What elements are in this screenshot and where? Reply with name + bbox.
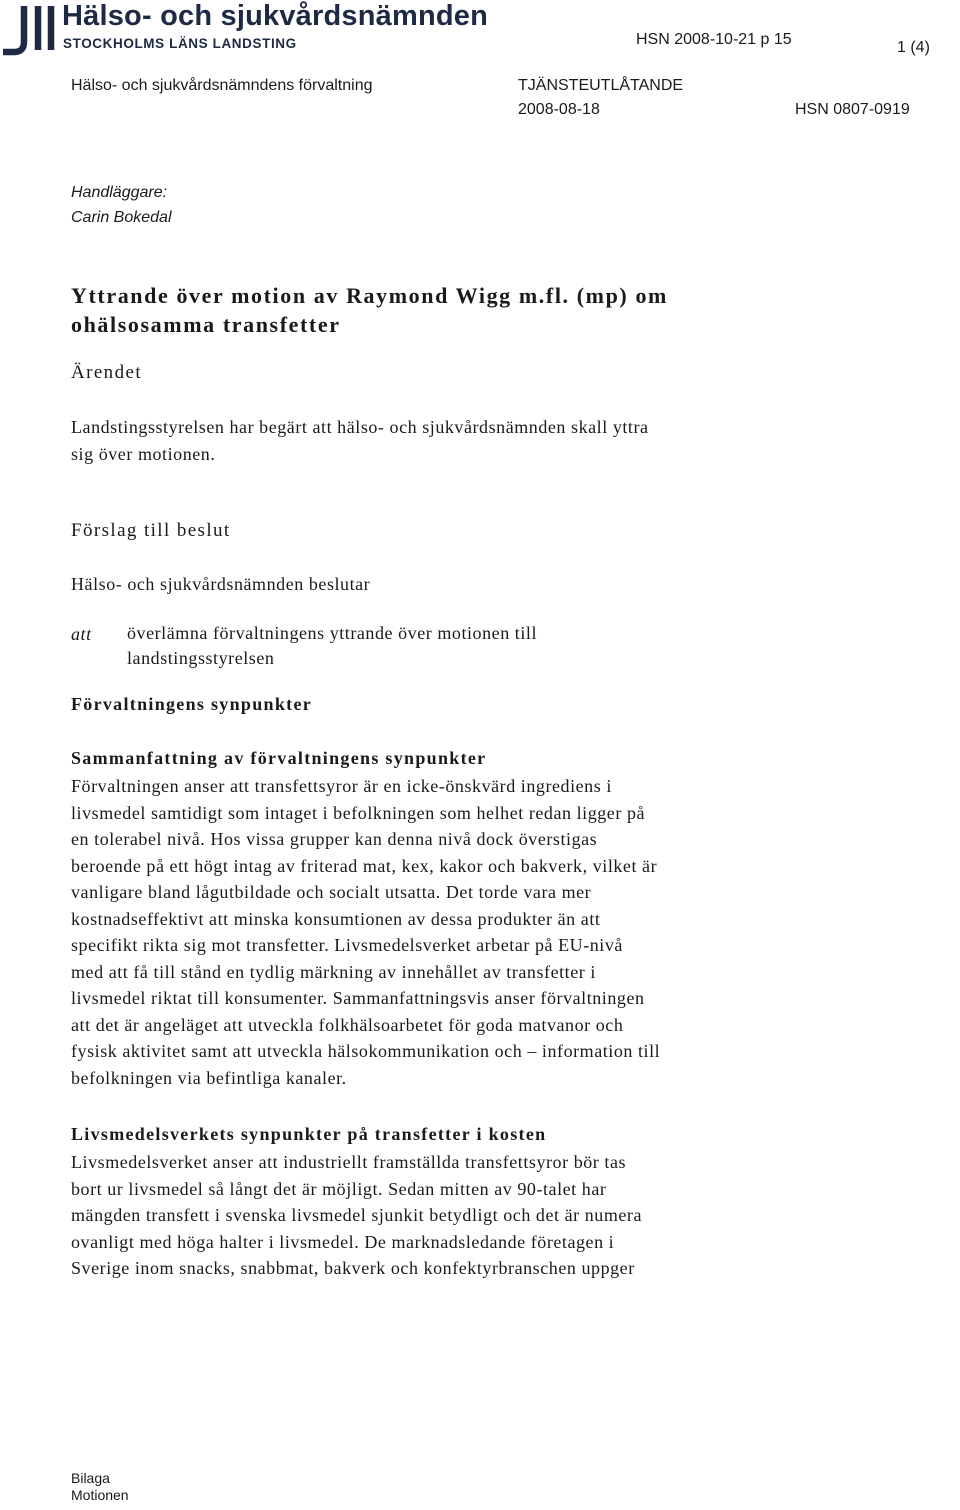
logo-title: Hälso- och sjukvårdsnämnden — [62, 0, 489, 32]
section-heading-synpunkter: Förvaltningens synpunkter — [71, 694, 313, 714]
summary-paragraph — [71, 773, 660, 1091]
subheading-livsmedelsverket: Livsmedelsverkets synpunkter på transfetter i kosten — [71, 1124, 547, 1144]
text-line: Sverige inom snacks, snabbmat, bakverk och konfektyrbranschen uppger — [71, 1258, 635, 1278]
attachment-label: Bilaga — [71, 1470, 110, 1486]
title-line: ohälsosamma transfetter — [71, 312, 341, 337]
text-line: mängden transfett i svenska livsmedel sjunkit betydligt och det är numera — [71, 1205, 643, 1225]
page-number: 1 (4) — [897, 39, 930, 56]
attachment-item: Motionen — [71, 1487, 129, 1503]
text-line: vanligare bland lågutbildade och socialt utsatta. Det torde vara mer — [71, 882, 592, 902]
text-line: Landstingsstyrelsen har begärt att hälso- och sjukvårdsnämnden skall yttra — [71, 417, 649, 437]
text-line: fysisk aktivitet samt att utveckla hälsokommunikation och – information till — [71, 1041, 661, 1061]
arendet-text — [71, 414, 649, 467]
attachment-note — [71, 1470, 129, 1504]
text-line: beroende på ett högt intag av friterad mat, kex, kakor och bakverk, vilket är — [71, 855, 658, 876]
diary-number: HSN 0807-0919 — [795, 101, 910, 118]
text-line: ovanligt med höga halter i livsmedel. De marknadsledande företagen i — [71, 1231, 615, 1252]
text-line: befolkningen via befintliga kanaler. — [71, 1067, 347, 1088]
text-line: bort ur livsmedel så långt det är möjligt. Sedan mitten av 90-talet har — [71, 1178, 607, 1199]
department-name: Hälso- och sjukvårdsnämndens förvaltning — [71, 77, 373, 94]
subheading-sammanfattning: Sammanfattning av förvaltningens synpunkter — [71, 748, 487, 768]
meeting-reference: HSN 2008-10-21 p 15 — [636, 31, 792, 48]
text-line: överlämna förvaltningens yttrande över motionen till — [127, 623, 537, 643]
text-line: sig över motionen. — [71, 443, 216, 464]
att-label: att — [71, 624, 92, 644]
att-clause — [127, 621, 537, 671]
section-heading-forslag: Förslag till beslut — [71, 520, 231, 541]
text-line: livsmedel samtidigt som intaget i befolkningen som helhet redan ligger på — [71, 802, 646, 823]
text-line: landstingsstyrelsen — [127, 648, 275, 668]
text-line: kostnadseffektivt att minska konsumtionen av dessa produkter än att — [71, 908, 601, 929]
forslag-intro: Hälso- och sjukvårdsnämnden beslutar — [71, 574, 371, 594]
handler-name: Carin Bokedal — [71, 209, 172, 226]
organization-logo — [0, 0, 489, 56]
handler-label: Handläggare: — [71, 184, 168, 201]
title-line: Yttrande över motion av Raymond Wigg m.fl. (mp) om — [71, 283, 668, 308]
text-line: en tolerabel nivå. Hos vissa grupper kan denna nivå dock överstigas — [71, 829, 598, 849]
text-line: livsmedel riktat till konsumenter. Sammanfattningsvis anser förvaltningen — [71, 988, 645, 1008]
livsmedelsverket-paragraph — [71, 1149, 642, 1282]
section-heading-arendet: Ärendet — [71, 362, 142, 383]
text-line: Livsmedelsverket anser att industriellt framställda transfettsyror bör tas — [71, 1152, 627, 1172]
document-title — [71, 281, 668, 339]
text-line: att det är angeläget att utveckla folkhälsoarbetet för goda matvanor och — [71, 1014, 624, 1035]
logo-subtitle: STOCKHOLMS LÄNS LANDSTING — [63, 36, 297, 51]
text-line: Förvaltningen anser att transfettsyror är en icke-önskvärd ingrediens i — [71, 776, 612, 796]
document-date: 2008-08-18 — [518, 101, 600, 118]
document-type: TJÄNSTEUTLÅTANDE — [518, 77, 684, 94]
text-line: specifikt rikta sig mot transfetter. Livsmedelsverket arbetar på EU-nivå — [71, 935, 623, 955]
text-line: med att få till stånd en tydlig märkning av innehållet av transfetter i — [71, 961, 596, 982]
sll-emblem-icon — [0, 4, 60, 58]
